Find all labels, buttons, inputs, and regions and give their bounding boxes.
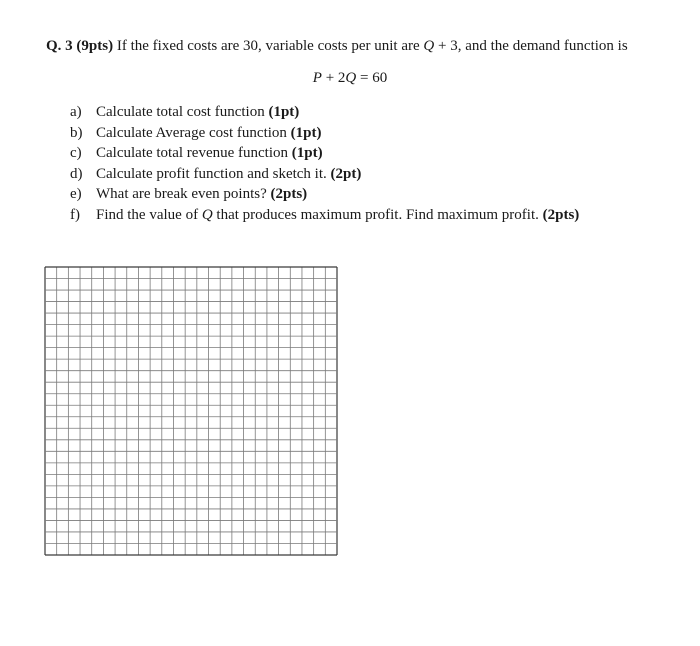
demand-equation bbox=[0, 68, 700, 88]
part-text: Calculate total cost function bbox=[96, 104, 265, 120]
question-text: If the fixed costs are 30, variable costs per unit are bbox=[116, 38, 420, 54]
part-b bbox=[70, 123, 579, 144]
graph-paper[interactable] bbox=[44, 266, 338, 556]
part-c bbox=[70, 143, 579, 164]
part-text: Calculate profit function and sketch it. bbox=[96, 165, 327, 182]
equation-p: P bbox=[312, 70, 322, 86]
part-text: Calculate Average cost function bbox=[96, 124, 287, 141]
part-letter: b) bbox=[70, 124, 83, 141]
part-text: What are break even points? bbox=[96, 186, 267, 203]
question-text-rest: + 3, and the demand function is bbox=[438, 38, 628, 54]
part-points: (2pts) bbox=[270, 186, 308, 203]
part-points: (1pt) bbox=[291, 145, 323, 162]
equation-rhs: = 60 bbox=[356, 70, 388, 86]
part-points: (2pt) bbox=[330, 165, 362, 182]
part-f bbox=[70, 205, 579, 226]
part-e bbox=[70, 184, 579, 205]
question-parts-list bbox=[70, 102, 579, 226]
question-statement bbox=[46, 36, 686, 56]
part-letter: f) bbox=[70, 206, 80, 223]
question-number: Q. 3 bbox=[46, 38, 73, 54]
graph-paper-grid[interactable] bbox=[44, 266, 338, 556]
part-points: (1pt) bbox=[290, 124, 322, 141]
part-points: (2pts) bbox=[542, 206, 580, 223]
question-points: (9pts) bbox=[76, 38, 114, 54]
equation-middle: + 2 bbox=[321, 70, 346, 86]
part-d bbox=[70, 164, 579, 185]
part-text-rest: that produces maximum profit. Find maximum profit. bbox=[216, 206, 539, 223]
part-points: (1pt) bbox=[268, 104, 300, 120]
variable-q: Q bbox=[201, 206, 213, 223]
part-letter: e) bbox=[70, 186, 82, 203]
part-text: Find the value of bbox=[96, 206, 199, 223]
part-letter: c) bbox=[70, 145, 82, 162]
part-a bbox=[70, 102, 579, 123]
variable-q: Q bbox=[423, 38, 435, 54]
equation-q: Q bbox=[345, 70, 357, 86]
part-text: Calculate total revenue function bbox=[96, 145, 289, 162]
part-letter: a) bbox=[70, 104, 82, 120]
part-letter: d) bbox=[70, 165, 83, 182]
